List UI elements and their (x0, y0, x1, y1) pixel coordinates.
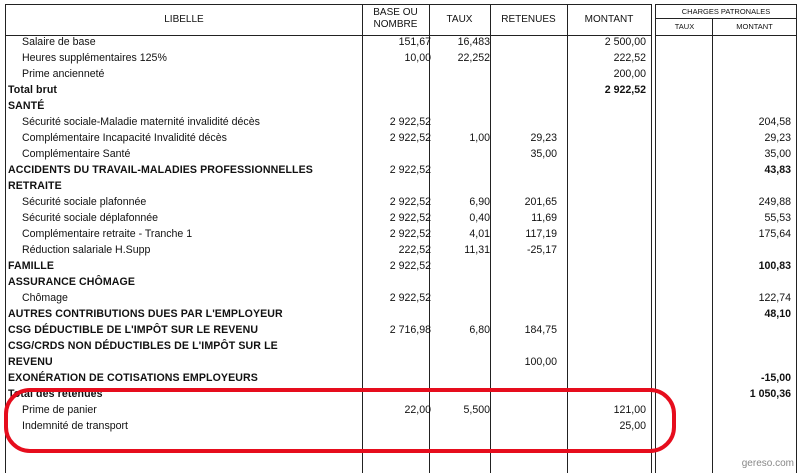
header-base-line2: NOMBRE (373, 19, 418, 30)
row-base-value: 151,67 (398, 36, 431, 48)
row-base-value: 2 922,52 (389, 228, 431, 240)
row-label: AUTRES CONTRIBUTIONS DUES PAR L'EMPLOYEUR (8, 308, 283, 320)
row-label: CSG/CRDS NON DÉDUCTIBLES DE L'IMPÔT SUR LE (8, 340, 278, 352)
row-base-value: 10,00 (404, 52, 431, 64)
row-label: REVENU (8, 356, 53, 368)
header-libelle: LIBELLE (164, 14, 204, 25)
header-base-line1: BASE OU (373, 7, 418, 18)
row-taux-value: 1,00 (469, 132, 490, 144)
row-ch-montant-value: 175,64 (758, 228, 791, 240)
row-label: Complémentaire Santé (22, 148, 131, 160)
row-taux-value: 5,500 (463, 404, 490, 416)
row-taux-value: 22,252 (457, 52, 490, 64)
row-label: RETRAITE (8, 180, 62, 192)
row-label: EXONÉRATION DE COTISATIONS EMPLOYEURS (8, 372, 258, 384)
header-separator (6, 35, 651, 36)
row-montant-value: 222,52 (613, 52, 646, 64)
row-ch-montant-value: 43,83 (764, 164, 791, 176)
row-label: Indemnité de transport (22, 420, 128, 432)
header-charges-taux: TAUX (674, 22, 695, 31)
row-base-value: 2 922,52 (389, 164, 431, 176)
row-base-value: 2 922,52 (389, 212, 431, 224)
row-label: ACCIDENTS DU TRAVAIL-MALADIES PROFESSIONNELLES (8, 164, 313, 176)
row-ch-montant-value: 35,00 (764, 148, 791, 160)
row-label: Complémentaire Incapacité Invalidité décès (22, 132, 227, 144)
row-label: ASSURANCE CHÔMAGE (8, 276, 136, 288)
header-charges-montant: MONTANT (736, 22, 773, 31)
row-taux-value: 11,31 (464, 244, 490, 256)
charges-col-divider (712, 18, 713, 473)
row-base-value: 2 922,52 (389, 196, 431, 208)
row-retenues-value: 201,65 (524, 196, 557, 208)
row-montant-value: 2 500,00 (604, 36, 646, 48)
row-ch-montant-value: 249,88 (758, 196, 791, 208)
header-retenues: RETENUES (501, 14, 556, 25)
row-label: Sécurité sociale plafonnée (22, 196, 147, 208)
row-label: Sécurité sociale-Maladie maternité invalidité décès (22, 116, 260, 128)
row-retenues-value: -25,17 (526, 244, 557, 256)
row-taux-value: 4,01 (469, 228, 490, 240)
row-montant-value: 2 922,52 (604, 84, 646, 96)
row-ch-montant-value: 204,58 (758, 116, 791, 128)
row-ch-montant-value: 55,53 (764, 212, 791, 224)
row-label: SANTÉ (8, 100, 45, 112)
watermark: gereso.com (741, 458, 794, 469)
row-label: Heures supplémentaires 125% (22, 52, 167, 64)
row-label: Total brut (8, 84, 58, 96)
charges-title-separator (656, 18, 796, 19)
row-montant-value: 25,00 (619, 420, 646, 432)
row-retenues-value: 100,00 (524, 356, 557, 368)
row-taux-value: 16,483 (457, 36, 490, 48)
row-label: Réduction salariale H.Supp (22, 244, 151, 256)
row-retenues-value: 29,23 (530, 132, 557, 144)
row-retenues-value: 117,19 (525, 228, 557, 240)
row-ch-montant-value: 122,74 (758, 292, 791, 304)
row-base-value: 2 922,52 (389, 292, 431, 304)
row-retenues-value: 35,00 (530, 148, 557, 160)
row-label: Sécurité sociale déplafonnée (22, 212, 159, 224)
row-base-value: 2 922,52 (389, 116, 431, 128)
row-label: Chômage (22, 292, 68, 304)
row-taux-value: 6,80 (469, 324, 490, 336)
row-label: Prime ancienneté (22, 68, 105, 80)
row-label: FAMILLE (8, 260, 55, 272)
header-charges-patronales: CHARGES PATRONALES (681, 7, 771, 16)
row-ch-montant-value: 29,23 (764, 132, 791, 144)
row-base-value: 22,00 (404, 404, 431, 416)
row-label: Total des retenues (8, 388, 103, 400)
charges-header-separator (656, 35, 796, 36)
row-base-value: 2 922,52 (389, 132, 431, 144)
row-base-value: 222,52 (398, 244, 431, 256)
row-base-value: 2 716,98 (389, 324, 431, 336)
row-retenues-value: 184,75 (524, 324, 557, 336)
row-label: Complémentaire retraite - Tranche 1 (22, 228, 193, 240)
header-taux: TAUX (446, 14, 473, 25)
row-label: CSG DÉDUCTIBLE DE L'IMPÔT SUR LE REVENU (8, 324, 259, 336)
row-taux-value: 0,40 (469, 212, 490, 224)
row-ch-montant-value: 100,83 (758, 260, 791, 272)
row-ch-montant-value: -15,00 (760, 372, 791, 384)
row-montant-value: 121,00 (613, 404, 646, 416)
row-montant-value: 200,00 (613, 68, 646, 80)
header-montant: MONTANT (584, 14, 634, 25)
row-ch-montant-value: 1 050,36 (749, 388, 791, 400)
row-ch-montant-value: 48,10 (764, 308, 791, 320)
row-label: Salaire de base (22, 36, 96, 48)
row-label: Prime de panier (22, 404, 97, 416)
row-base-value: 2 922,52 (389, 260, 431, 272)
row-taux-value: 6,90 (469, 196, 490, 208)
row-retenues-value: 11,69 (531, 212, 557, 224)
